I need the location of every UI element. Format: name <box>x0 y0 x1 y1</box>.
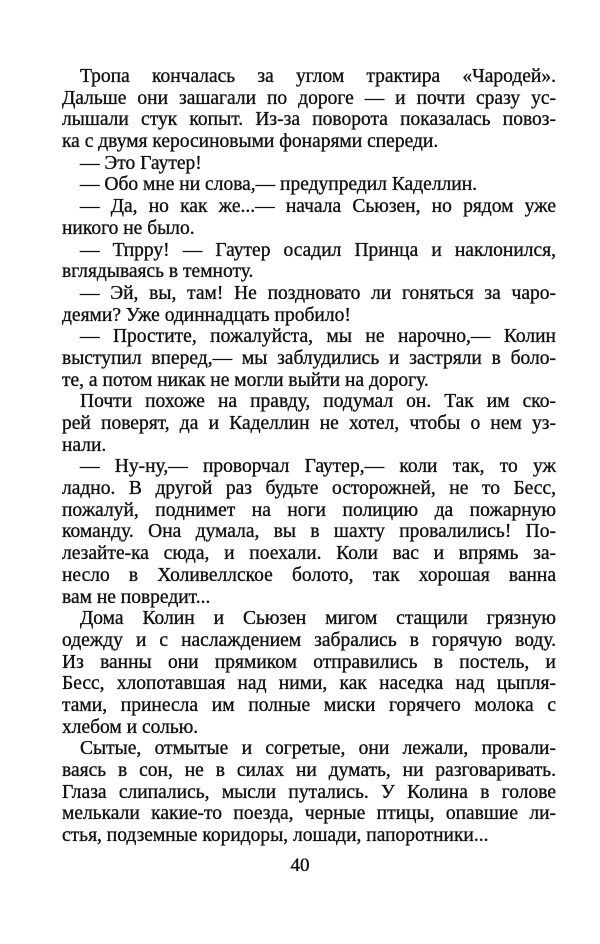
text-line: стья, подземные коридоры, лошади, папоротники... <box>62 825 489 847</box>
text-line: тами, принесла им полные миски горячего молока с <box>62 694 556 716</box>
text-line: Из ванны они прямиком отправились в постель, и <box>62 651 556 673</box>
paragraph <box>62 153 556 175</box>
text-line: Глаза слипались, мысли путались. У Колина в голове <box>62 781 556 803</box>
paragraph <box>62 391 556 456</box>
text-line: Сытые, отмытые и согретые, они лежали, провали- <box>80 738 556 760</box>
text-line: — Тпрру! — Гаутер осадил Принца и наклонился, <box>80 239 556 261</box>
paragraph <box>62 456 556 608</box>
text-line: Дома Колин и Сьюзен мигом стащили грязную <box>80 608 556 630</box>
paragraph <box>62 326 556 391</box>
paragraph <box>62 240 556 283</box>
paragraph <box>62 66 556 153</box>
text-line: команду. Она думала, вы в шахту провалились! По- <box>62 521 556 543</box>
text-line: — Обо мне ни слова,— предупредил Каделлин. <box>80 174 478 196</box>
text-line: ваясь в сон, не в силах ни думать, ни разговаривать. <box>62 760 556 781</box>
text-line: ладно. В другой раз будьте осторожней, не то Бесс, <box>62 478 556 500</box>
text-line: одежду и с наслаждением забрались в горячую воду. <box>62 629 556 651</box>
page-number: 40 <box>290 855 310 876</box>
text-line: — Простите, пожалуйста, мы не нарочно,— Колин <box>80 326 556 348</box>
text-line: — Ну-ну,— проворчал Гаутер,— коли так, то уж <box>80 456 556 478</box>
text-line: — Эй, вы, там! Не поздновато ли гоняться за чаро- <box>80 282 556 304</box>
text-line: Бесс, хлопотавшая над ними, как наседка над цыпля- <box>62 673 556 695</box>
text-line: Почти похоже на правду, подумал он. Так им ско- <box>80 391 556 413</box>
text-line: рей поверят, да и Каделлин не хотел, чтобы о нем уз- <box>62 413 556 434</box>
text-line: — Да, но как же...— начала Сьюзен, но рядом уже <box>80 196 556 218</box>
text-line: никого не было. <box>62 217 195 239</box>
text-line: Тропа кончалась за углом трактира «Чародей». <box>80 66 556 87</box>
text-line: лезайте-ка сюда, и поехали. Коли вас и впрямь за- <box>62 543 556 565</box>
text-line: те, а потом никак не могли выйти на дорогу. <box>62 369 429 391</box>
paragraph <box>62 738 556 846</box>
text-line: нали. <box>62 434 107 456</box>
text-line: вам не повредит... <box>62 586 211 608</box>
text-line: лышали стук копыт. Из-за поворота показалась повоз- <box>62 109 556 131</box>
paragraph <box>62 174 556 196</box>
paragraph <box>62 283 556 326</box>
text-line: мелькали какие-то поезда, черные птицы, опавшие ли- <box>62 803 556 825</box>
book-page-text <box>62 66 556 847</box>
text-line: деями? Уже одиннадцать пробило! <box>62 304 351 326</box>
text-line: Дальше они зашагали по дороге — и почти сразу ус- <box>62 87 556 109</box>
paragraph <box>62 608 556 738</box>
text-line: вглядываясь в темноту. <box>62 261 254 283</box>
text-line: выступил вперед,— мы заблудились и застряли в боло- <box>62 347 556 369</box>
text-line: хлебом и солью. <box>62 716 199 738</box>
text-line: — Это Гаутер! <box>80 152 202 174</box>
text-line: пожалуй, поднимет на ноги полицию да пожарную <box>62 499 556 521</box>
paragraph <box>62 196 556 239</box>
text-line: ка с двумя керосиновыми фонарями спереди. <box>62 131 439 153</box>
text-line: несло в Холивеллское болото, так хорошая ванна <box>62 564 556 586</box>
